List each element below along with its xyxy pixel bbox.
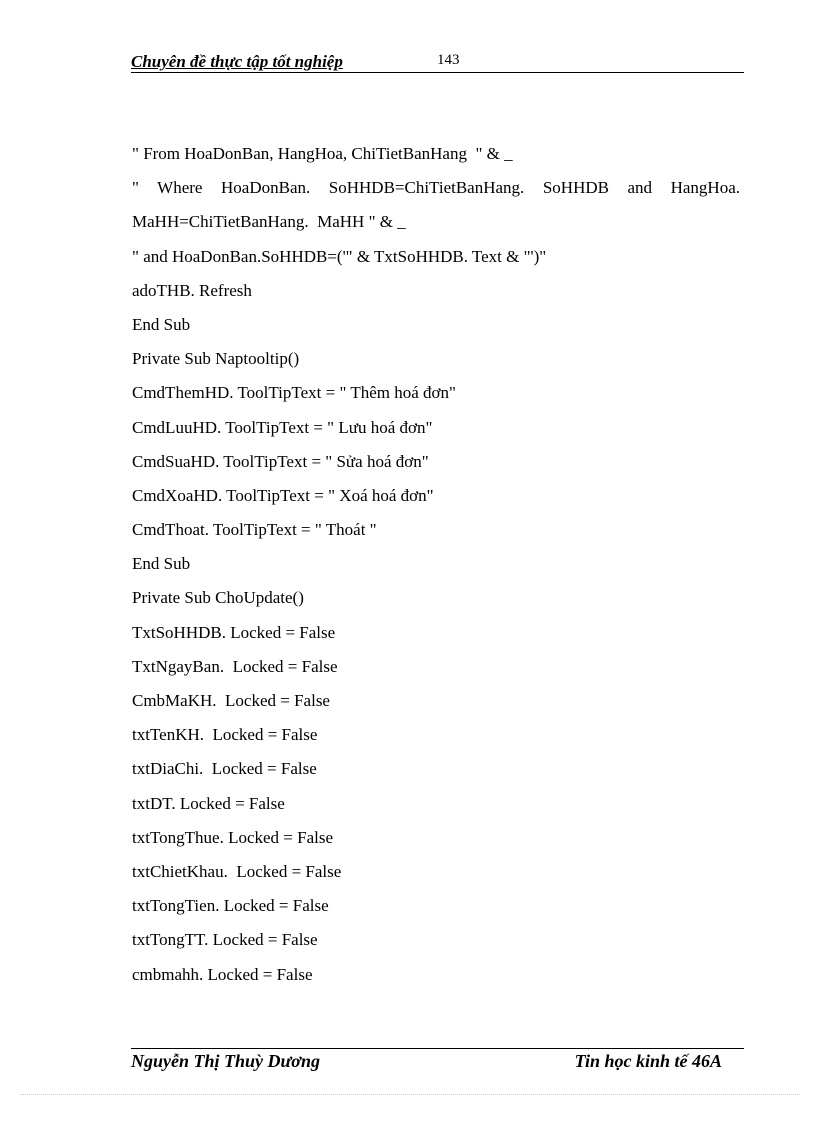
code-line: txtChietKhau. Locked = False — [132, 861, 342, 881]
page-bottom-divider — [20, 1094, 800, 1095]
code-line: End Sub — [132, 314, 191, 334]
code-line: MaHH=ChiTietBanHang. MaHH " & _ — [132, 212, 406, 232]
code-line: TxtNgayBan. Locked = False — [132, 656, 338, 676]
code-line: TxtSoHHDB. Locked = False — [132, 622, 336, 642]
code-line: txtDT. Locked = False — [132, 793, 285, 813]
code-line: " and HoaDonBan.SoHHDB=('" & TxtSoHHDB. Text & "')" — [132, 246, 547, 266]
class-name: Tin học kinh tế 46A — [574, 1051, 722, 1071]
code-line: txtTongTT. Locked = False — [132, 930, 318, 950]
code-line: txtTongThue. Locked = False — [132, 827, 334, 847]
code-line: Private Sub ChoUpdate() — [132, 588, 304, 608]
code-line: " Where HoaDonBan. SoHHDB=ChiTietBanHang. SoHHDB and HangHoa. — [132, 178, 740, 198]
code-line: adoTHB. Refresh — [132, 280, 252, 300]
code-line: CmdThoat. ToolTipText = " Thoát " — [132, 520, 377, 540]
code-line: cmbmahh. Locked = False — [132, 964, 313, 984]
code-line: txtTongTien. Locked = False — [132, 896, 329, 916]
page-header — [131, 52, 744, 73]
code-line: CmdThemHD. ToolTipText = " Thêm hoá đơn" — [132, 383, 456, 403]
code-line: CmdXoaHD. ToolTipText = " Xoá hoá đơn" — [132, 485, 434, 505]
code-line: txtTenKH. Locked = False — [132, 725, 318, 745]
author-name: Nguyễn Thị Thuỳ Dương — [131, 1051, 320, 1071]
code-line: txtDiaChi. Locked = False — [132, 759, 317, 779]
code-line: CmdLuuHD. ToolTipText = " Lưu hoá đơn" — [132, 417, 433, 437]
code-line: Private Sub Naptooltip() — [132, 349, 300, 369]
document-title: Chuyên đề thực tập tốt nghiệp — [131, 52, 343, 71]
page-footer — [131, 1048, 744, 1079]
code-listing — [132, 142, 740, 997]
page-number: 143 — [437, 52, 460, 68]
code-line: End Sub — [132, 554, 191, 574]
code-line: CmdSuaHD. ToolTipText = " Sửa hoá đơn" — [132, 451, 429, 471]
code-line: CmbMaKH. Locked = False — [132, 691, 330, 710]
code-line: " From HoaDonBan, HangHoa, ChiTietBanHang " & _ — [132, 144, 513, 163]
